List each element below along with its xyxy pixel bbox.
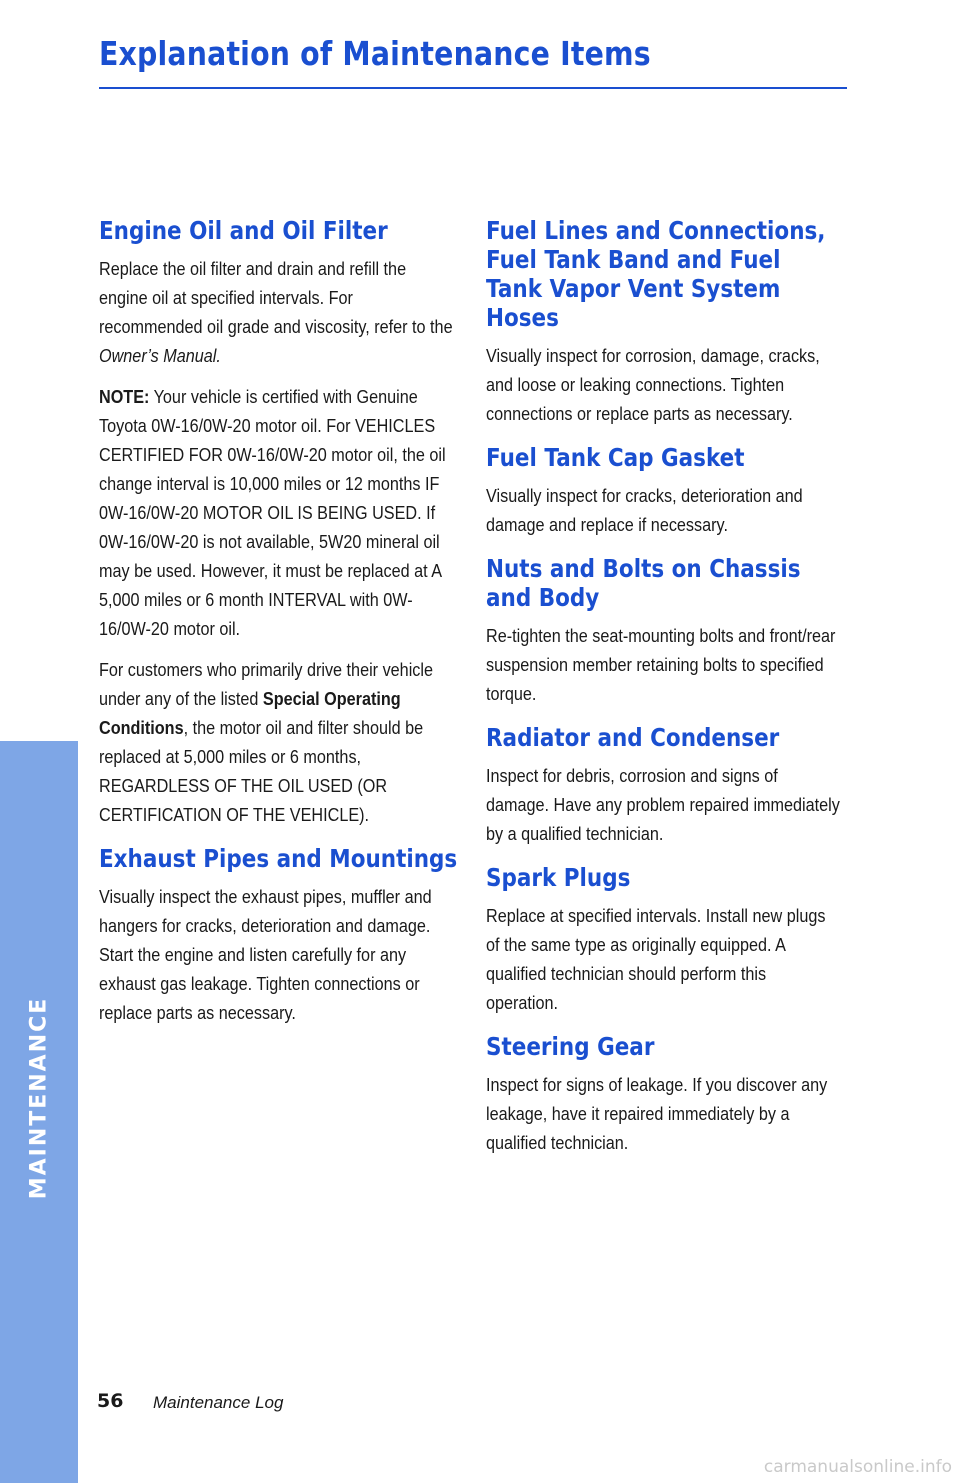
section-heading: Fuel Tank Cap Gasket xyxy=(486,443,745,472)
section-exhaust xyxy=(99,844,459,1028)
section-spark-plugs xyxy=(486,863,842,1018)
section-text: Visually inspect for corrosion, damage, cracks, and loose or leaking connections. Tighten connections or replace parts as necessary. xyxy=(486,346,820,424)
oil-paragraph-3-text-b: , the motor oil and filter should be replaced at 5,000 miles or 6 months, REGARDLESS OF THE OIL USED (OR CERTIFICATION OF THE VEHICLE). xyxy=(99,718,424,825)
section-fuel-cap-gasket xyxy=(486,443,842,540)
section-heading: Exhaust Pipes and Mountings xyxy=(99,844,458,873)
note-text: Your vehicle is certified with Genuine Toyota 0W-16/0W-20 motor oil. For VEHICLES CERTIFIED FOR 0W-16/0W-20 motor oil, the oil change interval is 10,000 miles or 12 months IF 0W-16/0W-20 MOTOR OIL IS BEING USED. If 0W-16/0W-20 is not available, 5W20 mineral oil may be used. However, it must be replaced at A 5,000 miles or 6 month INTERVAL with 0W-16/0W-20 motor oil. xyxy=(99,387,446,639)
page-number: 56 xyxy=(97,1390,124,1412)
page-title: Explanation of Maintenance Items xyxy=(99,34,651,73)
side-tab-label: MAINTENANCE xyxy=(26,996,52,1200)
right-column xyxy=(486,216,842,1172)
section-heading: Spark Plugs xyxy=(486,863,631,892)
section-engine-oil xyxy=(99,216,459,830)
oil-paragraph-3 xyxy=(99,656,459,830)
footer-label: Maintenance Log xyxy=(153,1393,284,1412)
section-text: Replace at specified intervals. Install new plugs of the same type as originally equipped. A qualified technician should perform this operation. xyxy=(486,906,826,1013)
owners-manual-reference: Owner’s Manual. xyxy=(99,346,221,366)
section-nuts-bolts xyxy=(486,554,842,709)
special-operating-conditions: Special Operating Conditions xyxy=(99,689,401,738)
section-radiator xyxy=(486,723,842,849)
oil-note-paragraph xyxy=(99,383,459,644)
oil-paragraph-3-text-a: For customers who primarily drive their vehicle under any of the listed xyxy=(99,660,433,709)
section-heading: Fuel Lines and Connections, Fuel Tank Band and Fuel Tank Vapor Vent System Hoses xyxy=(486,216,826,332)
section-heading: Radiator and Condenser xyxy=(486,723,780,752)
section-heading: Nuts and Bolts on Chassis and Body xyxy=(486,554,801,612)
watermark: carmanualsonline.info xyxy=(763,1457,952,1477)
section-text: Visually inspect for cracks, deterioration and damage and replace if necessary. xyxy=(486,486,803,535)
section-text: Inspect for debris, corrosion and signs of damage. Have any problem repaired immediately by a qualified technician. xyxy=(486,766,840,844)
section-fuel-lines xyxy=(486,216,842,429)
section-text: Visually inspect the exhaust pipes, muffler and hangers for cracks, deterioration and damage. Start the engine and listen carefully for any exhaust gas leakage. Tighten connections or replace parts as necessary. xyxy=(99,887,432,1023)
oil-paragraph-1-text: Replace the oil filter and drain and refill the engine oil at specified intervals. For recommended oil grade and viscosity, refer to the xyxy=(99,259,453,337)
left-column xyxy=(99,216,459,1042)
section-text: Inspect for signs of leakage. If you discover any leakage, have it repaired immediately by a qualified technician. xyxy=(486,1075,828,1153)
note-label: NOTE: xyxy=(99,387,150,407)
section-heading: Engine Oil and Oil Filter xyxy=(99,216,388,245)
section-steering-gear xyxy=(486,1032,842,1158)
oil-paragraph-1 xyxy=(99,255,459,371)
section-heading: Steering Gear xyxy=(486,1032,655,1061)
section-text: Re-tighten the seat-mounting bolts and front/rear suspension member retaining bolts to specified torque. xyxy=(486,626,836,704)
title-divider xyxy=(99,87,847,89)
